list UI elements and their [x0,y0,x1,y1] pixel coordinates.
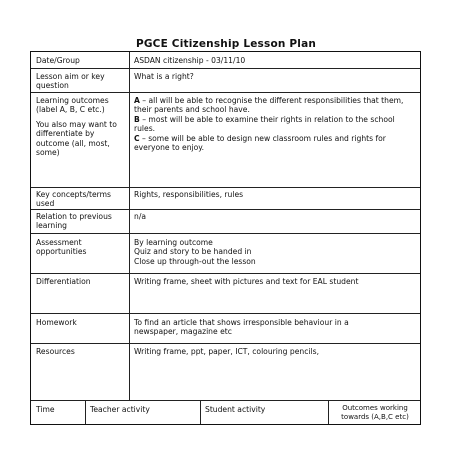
page-title: PGCE Citizenship Lesson Plan [135,38,317,50]
column-divider [129,52,130,400]
row-divider [31,187,420,188]
resources-value: Writing frame, ppt, paper, ICT, colouring pencils, [134,347,319,356]
resources-label: Resources [36,347,75,356]
row-divider [31,233,420,234]
assessment-value: By learning outcome Quiz and story to be handed in Close up through-out the lesson [134,238,256,266]
outcome-c-key: C [134,133,140,143]
row-divider [31,92,420,93]
row-divider [31,313,420,314]
footer-outcomes: Outcomes working towards (A,B,C etc) [341,404,409,421]
footer-student-activity: Student activity [205,405,266,414]
outcome-a-key: A [134,96,140,105]
differentiation-value: Writing frame, sheet with pictures and text for EAL student [134,277,359,286]
footer-divider [200,400,201,424]
relation-label: Relation to previous learning [36,212,112,231]
footer-time: Time [36,405,55,414]
footer-divider [328,400,329,424]
learning-outcomes-value [134,96,416,152]
assessment-label: Assessment opportunities [36,238,87,257]
date-group-value: ASDAN citizenship - 03/11/10 [134,56,246,65]
lesson-aim-label: Lesson aim or key question [36,72,105,91]
lesson-aim-value: What is a right? [134,72,194,81]
key-concepts-value: Rights, responsibilities, rules [134,190,244,199]
footer-divider [85,400,86,424]
learning-outcomes-label: Learning outcomes (label A, B, C etc.) [36,96,109,115]
footer-teacher-activity: Teacher activity [90,405,150,414]
date-group-label: Date/Group [36,56,80,65]
differentiation-label: Differentiation [36,277,91,286]
learning-outcomes-note: You also may want to differentiate by outcome (all, most, some) [36,120,117,158]
row-divider [31,400,420,401]
row-divider [31,209,420,210]
row-divider [31,343,420,344]
key-concepts-label: Key concepts/terms used [36,190,111,209]
homework-value: To find an article that shows irresponsible behaviour in a newspaper, magazine etc [134,318,349,337]
row-divider [31,273,420,274]
homework-label: Homework [36,318,77,327]
outcome-b-text: – most will be able to examine their rights in relation to the school rules. [134,114,395,134]
outcome-c-text: – some will be able to design new classroom rules and rights for everyone to enjoy. [134,133,386,153]
relation-value: n/a [134,212,147,221]
row-divider [31,68,420,69]
outcome-b-key: B [134,114,140,124]
outcome-a-text: – all will be able to recognise the different responsibilities that them, their parents and school have. [134,96,404,115]
